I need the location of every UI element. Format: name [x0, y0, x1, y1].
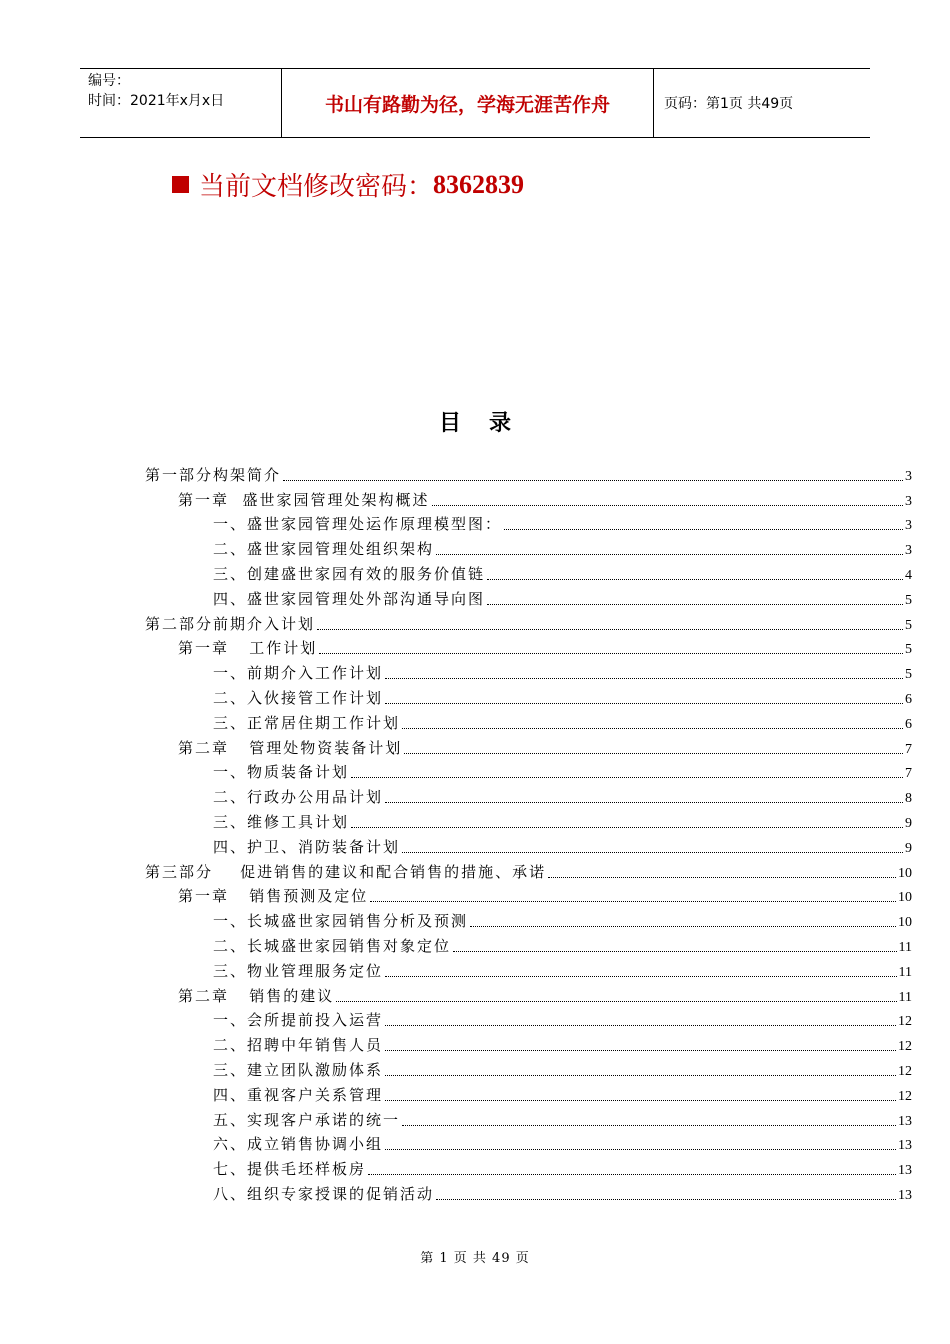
toc-entry-label: 四、护卫、消防装备计划 — [213, 837, 401, 856]
toc-leader-dots — [470, 926, 896, 927]
toc-entry[interactable] — [145, 758, 912, 783]
toc-entry[interactable] — [145, 559, 912, 584]
toc-entry[interactable] — [145, 683, 912, 708]
toc-entry[interactable] — [145, 460, 912, 485]
toc-entry[interactable] — [145, 956, 912, 981]
toc-entry-page: 9 — [905, 815, 912, 831]
page-footer: 第 1 页 共 49 页 — [420, 1251, 530, 1266]
toc-entry[interactable] — [145, 534, 912, 559]
toc-entry[interactable] — [145, 832, 912, 857]
toc-leader-dots — [436, 554, 903, 555]
toc-leader-dots — [504, 529, 903, 530]
toc-title: 目录 — [438, 410, 539, 436]
toc-entry[interactable] — [145, 1130, 912, 1155]
toc-entry-page: 5 — [905, 667, 912, 683]
toc-entry-page: 6 — [905, 716, 912, 732]
toc-entry-page: 13 — [898, 1163, 912, 1179]
toc-entry-label: 一、长城盛世家园销售分析及预测 — [213, 912, 469, 931]
toc-entry-page: 5 — [905, 642, 912, 658]
toc-entry-page: 13 — [898, 1187, 912, 1203]
toc-entry[interactable] — [145, 1006, 912, 1031]
toc-entry-page: 9 — [905, 840, 912, 856]
toc-entry-label: 第一章 工作计划 — [178, 639, 318, 658]
toc-entry-page: 4 — [905, 567, 912, 583]
toc-entry[interactable] — [145, 609, 912, 634]
toc-entry-label: 二、入伙接管工作计划 — [213, 688, 384, 707]
toc-leader-dots — [351, 827, 903, 828]
toc-entry[interactable] — [145, 882, 912, 907]
toc-entry-label: 第二章 管理处物资装备计划 — [178, 738, 403, 757]
toc-leader-dots — [432, 505, 903, 506]
toc-entry-page: 3 — [905, 493, 912, 509]
toc-leader-dots — [368, 1174, 896, 1175]
toc-leader-dots — [385, 1025, 896, 1026]
toc-entry-page: 7 — [905, 766, 912, 782]
toc-entry-page: 3 — [905, 518, 912, 534]
toc-entry-page: 7 — [905, 741, 912, 757]
toc-leader-dots — [385, 976, 897, 977]
toc-leader-dots — [402, 1125, 896, 1126]
toc-leader-dots — [385, 1100, 896, 1101]
header-motto: 书山有路勤为径，学海无涯苦作舟 — [282, 69, 654, 137]
toc-entry-page: 11 — [898, 939, 912, 955]
toc-entry-label: 三、创建盛世家园有效的服务价值链 — [213, 564, 486, 583]
toc-leader-dots — [283, 480, 903, 481]
toc-entry-label: 五、实现客户承诺的统一 — [213, 1110, 401, 1129]
toc-entry-page: 3 — [905, 543, 912, 559]
toc-leader-dots — [487, 604, 903, 605]
toc-entry-page: 10 — [898, 865, 912, 881]
toc-entry-label: 四、重视客户关系管理 — [213, 1085, 384, 1104]
toc-leader-dots — [385, 678, 903, 679]
toc-entry-label: 二、行政办公用品计划 — [213, 788, 384, 807]
header-meta — [80, 69, 282, 137]
toc-entry[interactable] — [145, 857, 912, 882]
square-bullet-icon — [172, 176, 189, 193]
toc-entry[interactable] — [145, 1105, 912, 1130]
toc-entry[interactable] — [145, 1154, 912, 1179]
toc-entry[interactable] — [145, 1030, 912, 1055]
toc-entry-label: 七、提供毛坯样板房 — [213, 1160, 367, 1179]
toc-entry-label: 第一章 盛世家园管理处架构概述 — [178, 490, 430, 509]
toc-entry-label: 六、成立销售协调小组 — [213, 1135, 384, 1154]
toc-entry-page: 3 — [905, 468, 912, 484]
toc-entry-page: 12 — [898, 1063, 912, 1079]
toc-entry-label: 三、维修工具计划 — [213, 812, 350, 831]
toc-entry[interactable] — [145, 584, 912, 609]
toc-entry[interactable] — [145, 733, 912, 758]
toc-entry[interactable] — [145, 931, 912, 956]
toc-entry-page: 13 — [898, 1138, 912, 1154]
toc-entry[interactable] — [145, 1179, 912, 1204]
toc-entry-label: 四、盛世家园管理处外部沟通导向图 — [213, 589, 486, 608]
toc-entry-page: 5 — [905, 592, 912, 608]
toc-entry-label: 第一章 销售预测及定位 — [178, 887, 369, 906]
toc-leader-dots — [453, 951, 897, 952]
toc-entry-label: 第一部分构架简介 — [145, 465, 282, 484]
toc-leader-dots — [385, 1149, 896, 1150]
toc-entry-label: 二、长城盛世家园销售对象定位 — [213, 936, 452, 955]
toc-entry[interactable] — [145, 1055, 912, 1080]
toc-entry[interactable] — [145, 658, 912, 683]
page-header — [80, 68, 870, 138]
toc-entry-page: 10 — [898, 890, 912, 906]
toc-leader-dots — [385, 1075, 896, 1076]
toc-entry[interactable] — [145, 634, 912, 659]
toc-entry-label: 三、建立团队激励体系 — [213, 1060, 384, 1079]
toc-entry-page: 5 — [905, 617, 912, 633]
toc-entry[interactable] — [145, 807, 912, 832]
toc-entry-label: 一、前期介入工作计划 — [213, 664, 384, 683]
toc-leader-dots — [385, 1050, 896, 1051]
toc-entry[interactable] — [145, 708, 912, 733]
toc-leader-dots — [402, 852, 903, 853]
toc-entry-page: 6 — [905, 691, 912, 707]
toc-leader-dots — [402, 728, 903, 729]
toc-entry[interactable] — [145, 782, 912, 807]
toc-entry-label: 一、物质装备计划 — [213, 763, 350, 782]
toc-leader-dots — [370, 901, 896, 902]
toc-leader-dots — [487, 579, 903, 580]
toc-entry-label: 第三部分 促进销售的建议和配合销售的措施、承诺 — [145, 862, 547, 881]
toc-leader-dots — [548, 877, 896, 878]
toc-leader-dots — [336, 1001, 896, 1002]
toc-entry[interactable] — [145, 981, 912, 1006]
toc-entry-page: 10 — [898, 915, 912, 931]
toc-entry-label: 二、招聘中年销售人员 — [213, 1036, 384, 1055]
toc-entry-page: 12 — [898, 1039, 912, 1055]
toc-leader-dots — [319, 653, 903, 654]
toc-leader-dots — [385, 703, 903, 704]
header-page-info: 页码：第1页 共49页 — [664, 96, 794, 112]
toc-entry-label: 第二部分前期介入计划 — [145, 614, 316, 633]
time-label: 时间：2021年x月x日 — [88, 93, 225, 109]
toc-entry-label: 三、物业管理服务定位 — [213, 961, 384, 980]
toc-entry-label: 一、会所提前投入运营 — [213, 1011, 384, 1030]
toc-entry-page: 12 — [898, 1014, 912, 1030]
toc-leader-dots — [436, 1199, 896, 1200]
toc-entry-page: 12 — [898, 1088, 912, 1104]
toc-entry[interactable] — [145, 906, 912, 931]
toc-entry-label: 二、盛世家园管理处组织架构 — [213, 540, 435, 559]
number-label: 编号： — [88, 73, 130, 89]
toc-leader-dots — [404, 753, 903, 754]
password-label: 当前文档修改密码： — [199, 172, 434, 202]
toc-entry-page: 8 — [905, 791, 912, 807]
toc-entry-page: 11 — [898, 989, 912, 1005]
toc-entry-label: 八、组织专家授课的促销活动 — [213, 1184, 435, 1203]
toc-entry[interactable] — [145, 485, 912, 510]
toc-entry-label: 第二章 销售的建议 — [178, 986, 335, 1005]
toc-entry[interactable] — [145, 1080, 912, 1105]
toc-leader-dots — [385, 802, 903, 803]
toc-leader-dots — [317, 629, 903, 630]
toc-entry-label: 三、正常居住期工作计划 — [213, 713, 401, 732]
toc-entry[interactable] — [145, 510, 912, 535]
toc-leader-dots — [351, 777, 903, 778]
toc-entry-page: 13 — [898, 1113, 912, 1129]
password-notice — [172, 166, 524, 203]
toc-entry-label: 一、盛世家园管理处运作原理模型图： — [213, 515, 503, 534]
password-value: 8362839 — [433, 169, 525, 199]
toc-entry-page: 11 — [898, 964, 912, 980]
table-of-contents — [145, 460, 912, 1204]
